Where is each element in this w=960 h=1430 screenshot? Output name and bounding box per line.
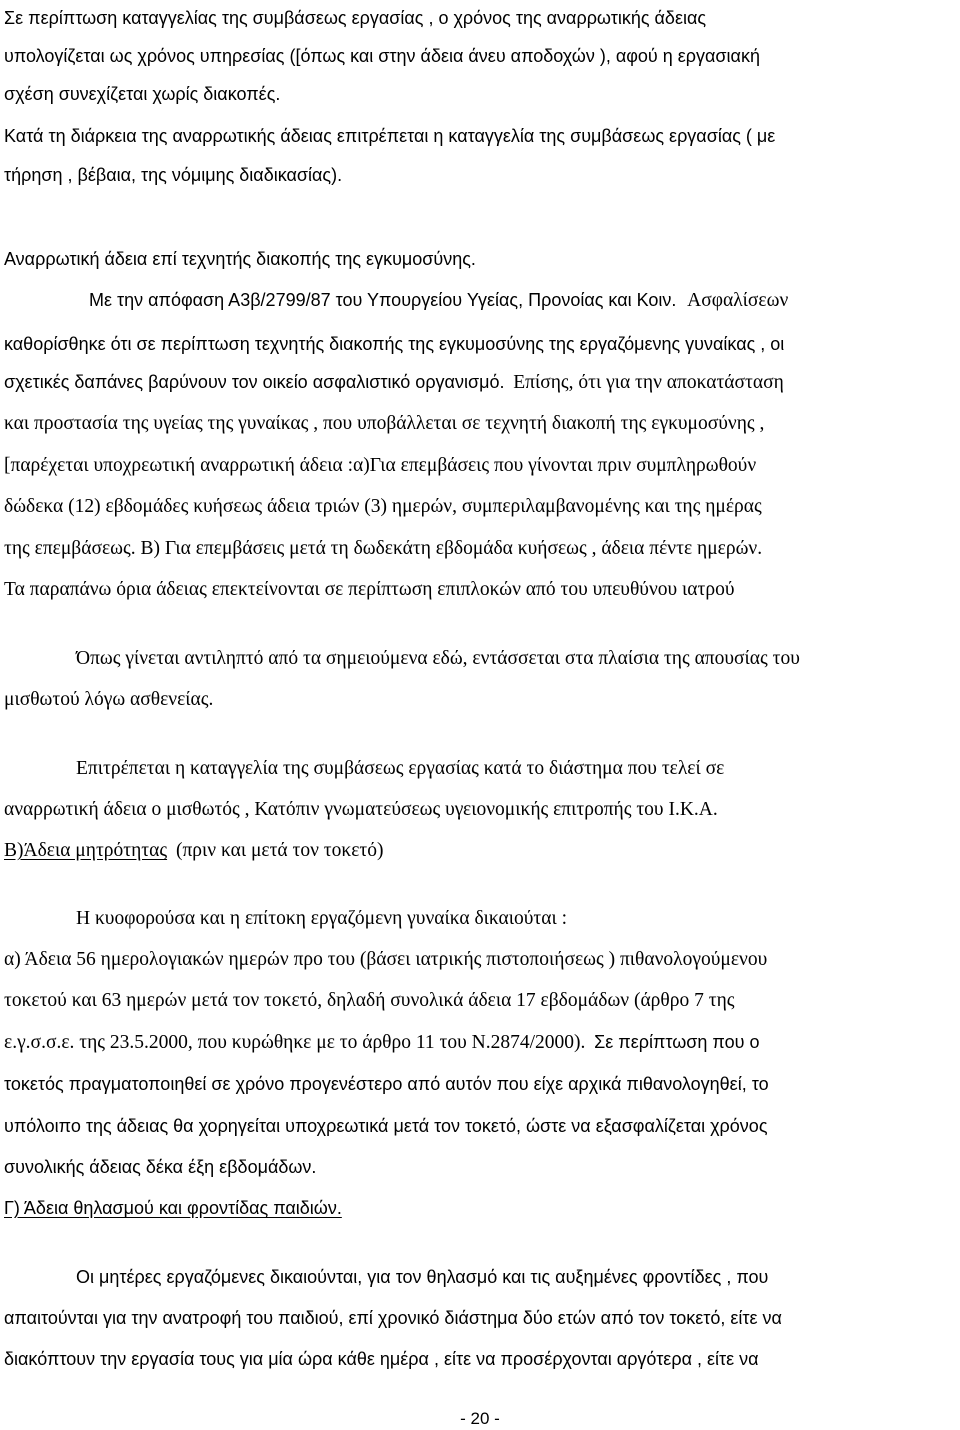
text-line: μισθωτού λόγω ασθενείας. [4, 689, 214, 710]
text-span: Με την απόφαση Α3β/2799/87 του Υπουργείου Υγείας, Προνοίας και Κοιν. [89, 290, 677, 310]
section-heading: Β)Άδεια μητρότητας [4, 840, 168, 861]
text-line: Επιτρέπεται η καταγγελία της συμβάσεως εργασίας κατά το διάστημα που τελεί σε [76, 758, 725, 779]
text-line: Τα παραπάνω όρια άδειας επεκτείνονται σε περίπτωση επιπλοκών από του υπευθύνου ιατρού [4, 579, 735, 600]
text-line: Οι μητέρες εργαζόμενες δικαιούνται, για τον θηλασμό και τις αυξημένες φροντίδες , που [76, 1267, 769, 1287]
text-line: Κατά τη διάρκεια της αναρρωτικής άδειας επιτρέπεται η καταγγελία της συμβάσεως εργασίας ( με [4, 126, 776, 146]
section-heading: Γ) Άδεια θηλασμού και φροντίδας παιδιών. [4, 1198, 342, 1218]
text-line: διακόπτουν την εργασία τους για μία ώρα κάθε ημέρα , είτε να προσέρχονται αργότερα , είτε να [4, 1349, 759, 1369]
text-line: δώδεκα (12) εβδομάδες κυήσεως άδεια τριών (3) ημερών, συμπεριλαμβανομένης και της ημέρας [4, 496, 762, 517]
text-line [4, 1030, 759, 1054]
text-line: τοκετός πραγματοποιηθεί σε χρόνο προγενέστερο από αυτόν που είχε αρχικά πιθανολογηθεί, το [4, 1074, 769, 1094]
text-line: αναρρωτική άδεια ο μισθωτός , Κατόπιν γνωματεύσεως υγειονομικής επιτροπής του Ι.Κ.Α. [4, 799, 718, 820]
text-line: Η κυοφορούσα και η επίτοκη εργαζόμενη γυναίκα δικαιούται : [76, 908, 568, 929]
text-line: της επεμβάσεως. Β) Για επεμβάσεις μετά τη δωδεκάτη εβδομάδα κυήσεως , άδεια πέντε ημερών. [4, 538, 763, 559]
text-line [4, 839, 383, 863]
page-number: - 20 - [460, 1409, 500, 1428]
text-span: (πριν και μετά τον τοκετό) [175, 840, 384, 861]
text-line: συνολικής άδειας δέκα έξη εβδομάδων. [4, 1157, 317, 1177]
text-line: υπολογίζεται ως χρόνος υπηρεσίας ([όπως και στην άδεια άνευ αποδοχών ), αφού η εργασιακή [4, 46, 760, 66]
text-span: Επίσης, ότι για την αποκατάσταση [513, 372, 784, 393]
text-line: υπόλοιπο της άδειας θα χορηγείται υποχρεωτικά μετά τον τοκετό, ώστε να εξασφαλίζεται χρόνος [4, 1116, 768, 1136]
text-line: τοκετού και 63 ημερών μετά τον τοκετό, δηλαδή συνολικά άδεια 17 εβδομάδων (άρθρο 7 της [4, 990, 735, 1011]
text-line: α) Άδεια 56 ημερολογιακών ημερών προ του (βάσει ιατρικής πιστοποιήσεως ) πιθανολογούμενου [4, 949, 768, 970]
text-span: Σε περίπτωση που ο [594, 1032, 760, 1052]
text-line: Όπως γίνεται αντιληπτό από τα σημειούμενα εδώ, εντάσσεται στα πλαίσια της απουσίας του [76, 648, 800, 669]
text-span: σχετικές δαπάνες βαρύνουν τον οικείο ασφαλιστικό οργανισμό. [4, 372, 505, 392]
text-span: ε.γ.σ.σ.ε. της 23.5.2000, που κυρώθηκε με το άρθρο 11 του Ν.2874/2000). [4, 1032, 586, 1053]
text-line: [παρέχεται υποχρεωτική αναρρωτική άδεια :α)Για επεμβάσεις που γίνονται πριν συμπληρωθούν [4, 455, 757, 476]
text-line: τήρηση , βέβαια, της νόμιμης διαδικασίας). [4, 165, 343, 185]
text-line: Σε περίπτωση καταγγελίας της συμβάσεως εργασίας , ο χρόνος της αναρρωτικής άδειας [4, 8, 707, 28]
text-line: καθορίσθηκε ότι σε περίπτωση τεχνητής διακοπής της εγκυμοσύνης της εργαζόμενης γυναίκας , οι [4, 334, 785, 354]
text-line: απαιτούνται για την ανατροφή του παιδιού, επί χρονικό διάστημα δύο ετών από τον τοκετό, είτε να [4, 1308, 782, 1328]
text-line [4, 370, 784, 394]
text-span: Ασφαλίσεων [687, 290, 789, 311]
text-line [4, 288, 788, 312]
section-heading: Αναρρωτική άδεια επί τεχνητής διακοπής της εγκυμοσύνης. [4, 249, 476, 269]
text-line: και προστασία της υγείας της γυναίκας , που υποβάλλεται σε τεχνητή διακοπή της εγκυμοσύνης , [4, 413, 765, 434]
text-line: σχέση συνεχίζεται χωρίς διακοπές. [4, 84, 281, 104]
